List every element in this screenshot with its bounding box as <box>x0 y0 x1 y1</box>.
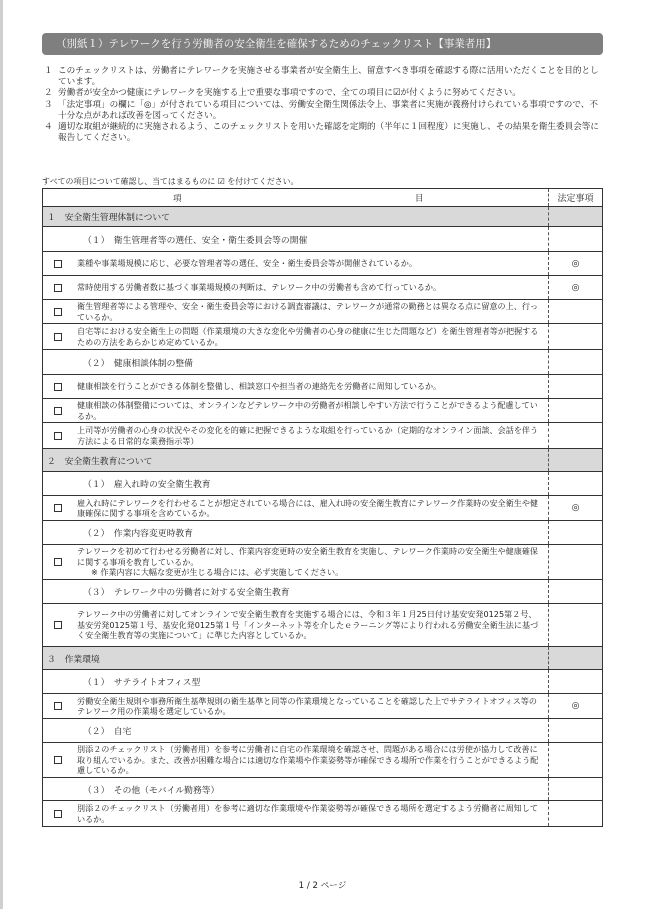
checkbox[interactable] <box>54 810 62 818</box>
intro-item-text: 「法定事項」の欄に「◎」が付されている項目については、労働安全衛生関係法令上、事業者に実施が義務付けられている事項ですので、不十分な点があれば改善を図ってください。 <box>58 99 598 121</box>
checkbox[interactable] <box>54 558 62 566</box>
legal-requirement-mark <box>548 375 602 398</box>
checkbox[interactable] <box>54 432 62 440</box>
checkbox[interactable] <box>54 407 62 415</box>
header-item-right: 目 <box>415 193 424 204</box>
checklist-table <box>42 188 603 827</box>
intro-item-number: ２ <box>44 88 53 99</box>
page-edge <box>0 0 3 909</box>
checklist-item-text: 労働安全衛生規則や事務所衛生基準規則の衛生基準と同等の作業環境となっていることを確認した上でサテライトオフィス等のテレワーク用の作業場を選定しているか。 <box>77 695 537 716</box>
checklist-item-text: 業種や事業場規模に応じ、必要な管理者等の選任、安全・衛生委員会等が開催されているか。 <box>77 258 417 269</box>
legal-requirement-mark <box>548 604 602 646</box>
checklist-item-text: 雇入れ時にテレワークを行わせることが想定されている場合には、雇入れ時の安全衛生教育にテレワーク作業時の安全衛生や健康確保に関する事項を含めているか。 <box>77 497 539 518</box>
checklist-item-text: 健康相談の体制整備については、オンラインなどテレワーク中の労働者が相談しやすい方法で行うことができるよう配慮しているか。 <box>77 400 538 421</box>
checklist-item-note: ※ 作業内容に大幅な変更が生じる場合には、必ず実施してください。 <box>91 567 344 578</box>
checklist-item-row <box>43 496 602 521</box>
checklist-item-text: テレワークを初めて行わせる労働者に対し、作業内容変更時の安全衛生教育を実施し、テレワーク作業時の安全衛生や健康確保に関する事項を教育しているか。 <box>77 546 539 567</box>
intro-item-text: 労働者が安全かつ健康にテレワークを実施する上で重要な事項ですので、全ての項目に☑が付くように努めてください。 <box>58 88 521 99</box>
subsection-title: （１） 衛生管理者等の選任、安全・衛生委員会等の開催 <box>83 235 308 246</box>
checklist-item-row <box>43 694 602 719</box>
subsection-title: （３） テレワーク中の労働者に対する安全衛生教育 <box>83 588 290 598</box>
checklist-item-text: 別添２のチェックリスト（労働者用）を参考に労働者に自宅の作業環境を確認させ、問題がある場合には労使が協力して改善に取り組んでいるか。また、改善が困難な場合には適切な作業場や作業姿勢等が確保できる場所で作業を行うことができるよう配慮しているか。 <box>77 744 539 776</box>
section-title: ２ 安全衛生教育について <box>47 456 153 467</box>
checkbox[interactable] <box>54 702 62 710</box>
subsection-row <box>43 580 602 604</box>
subsection-row <box>43 227 602 252</box>
subsection-row <box>43 350 602 375</box>
checklist-item-text: 自宅等における安全衛生上の問題（作業環境の大きな変化や労働者の心身の健康に生じた問題など）を衛生管理者等が把握するための方法をあらかじめ定めているか。 <box>77 326 539 347</box>
section-title: ３ 作業環境 <box>47 654 100 665</box>
checkbox[interactable] <box>54 504 62 512</box>
subsection-row <box>43 670 602 694</box>
section-title: １ 安全衛生管理体制について <box>47 213 170 223</box>
checkbox[interactable] <box>54 260 62 268</box>
legal-requirement-mark <box>548 545 602 579</box>
subsection-title: （３） その他（モバイル勤務等） <box>83 785 220 796</box>
intro-item-number: ４ <box>44 122 53 133</box>
legal-requirement-mark: ◎ <box>548 276 602 299</box>
subsection-title: （１） サテライトオフィス型 <box>83 678 201 688</box>
legal-requirement-mark: ◎ <box>548 694 602 718</box>
intro-item-number: ３ <box>44 99 53 110</box>
checklist-item-text: 衛生管理者等による管理や、安全・衛生委員会等における調査審議は、テレワークが通常の勤務とは異なる点に留意の上、行っているか。 <box>77 301 539 322</box>
intro-item-number: １ <box>44 66 53 76</box>
subsection-row <box>43 521 602 545</box>
checklist-item-text: 健康相談を行うことができる体制を整備し、相談窓口や担当者の連絡先を労働者に周知しているか。 <box>77 381 442 392</box>
intro-item <box>42 88 602 99</box>
intro-item <box>42 100 602 122</box>
subsection-row <box>43 719 602 743</box>
checklist-item-row <box>43 324 602 350</box>
intro-item-text: このチェックリストは、労働者にテレワークを実施させる事業者が安全衛生上、留意すべき事項を確認する際に活用いただくことを目的としています。 <box>58 66 599 88</box>
legal-requirement-mark <box>548 324 602 349</box>
intro-item <box>42 122 602 144</box>
checklist-item-row <box>43 604 602 647</box>
checklist-item-row <box>43 399 602 423</box>
section-header-row <box>43 449 602 472</box>
intro-item <box>42 66 602 88</box>
subsection-title: （２） 自宅 <box>83 727 132 737</box>
subsection-title: （１） 雇入れ時の安全衛生教育 <box>83 480 211 490</box>
checklist-item-row <box>43 300 602 324</box>
checklist-item-text: 上司等が労働者の心身の状況やその変化を的確に把握できるような取組を行っているか（定期的なオンライン面談、会話を伴う方法による日常的な業務指示等） <box>77 425 539 446</box>
checkbox[interactable] <box>54 284 62 292</box>
checkbox[interactable] <box>54 333 62 341</box>
checklist-item-text: テレワーク中の労働者に対してオンラインで安全衛生教育を実施する場合には、令和３年１月25日付け基安安発0125第２号、基安労発0125第１号、基安化発0125第１号「インターネット等を介したｅラーニング等により行われる労働安全衛生法に基づく安全衛生教育等の実施について」に準じた内容としているか。 <box>77 609 539 641</box>
checklist-item-row <box>43 423 602 449</box>
legal-requirement-mark <box>548 423 602 448</box>
checklist-item-row <box>43 545 602 580</box>
checklist-item-row <box>43 252 602 276</box>
legal-requirement-mark <box>548 399 602 422</box>
intro-item-text: 適切な取組が継続的に実施されるよう、このチェックリストを用いた確認を定期的（半年に１回程度）に実施し、その結果を衛生委員会等に報告してください。 <box>58 122 599 144</box>
table-header <box>43 189 602 207</box>
checklist-item-row <box>43 276 602 300</box>
subsection-row <box>43 778 602 801</box>
header-item-left: 項 <box>173 193 182 204</box>
checkbox[interactable] <box>54 383 62 391</box>
subsection-title: （２） 健康相談体制の整備 <box>83 358 193 369</box>
header-law: 法定事項 <box>548 189 602 206</box>
checklist-item-row <box>43 801 602 827</box>
page-number: 1 / 2 ページ <box>298 881 347 891</box>
section-header-row <box>43 647 602 670</box>
subsection-title: （２） 作業内容変更時教育 <box>83 529 193 539</box>
intro-notes <box>42 66 602 144</box>
checkbox[interactable] <box>54 308 62 316</box>
legal-requirement-mark <box>548 300 602 323</box>
document-title: （別紙１）テレワークを行う労働者の安全衛生を確保するためのチェックリスト【事業者用】 <box>42 33 603 55</box>
checkbox[interactable] <box>54 621 62 629</box>
checkbox[interactable] <box>54 756 62 764</box>
legal-requirement-mark <box>548 801 602 826</box>
legal-requirement-mark: ◎ <box>548 496 602 520</box>
checklist-item-row <box>43 375 602 399</box>
legal-requirement-mark <box>548 743 602 777</box>
subsection-row <box>43 472 602 496</box>
checklist-item-text: 常時使用する労働者数に基づく事業場規模の判断は、テレワーク中の労働者も含めて行っているか。 <box>77 282 442 293</box>
legal-requirement-mark: ◎ <box>548 252 602 275</box>
instruction-text: すべての項目について確認し、当てはまるものに ☑ を付けてください。 <box>42 177 299 186</box>
checklist-item-text: 別添２のチェックリスト（労働者用）を参考に適切な作業環境や作業姿勢等が確保できる場所を選定するよう労働者に周知しているか。 <box>77 803 538 824</box>
checklist-item-row <box>43 743 602 778</box>
section-header-row <box>43 207 602 227</box>
